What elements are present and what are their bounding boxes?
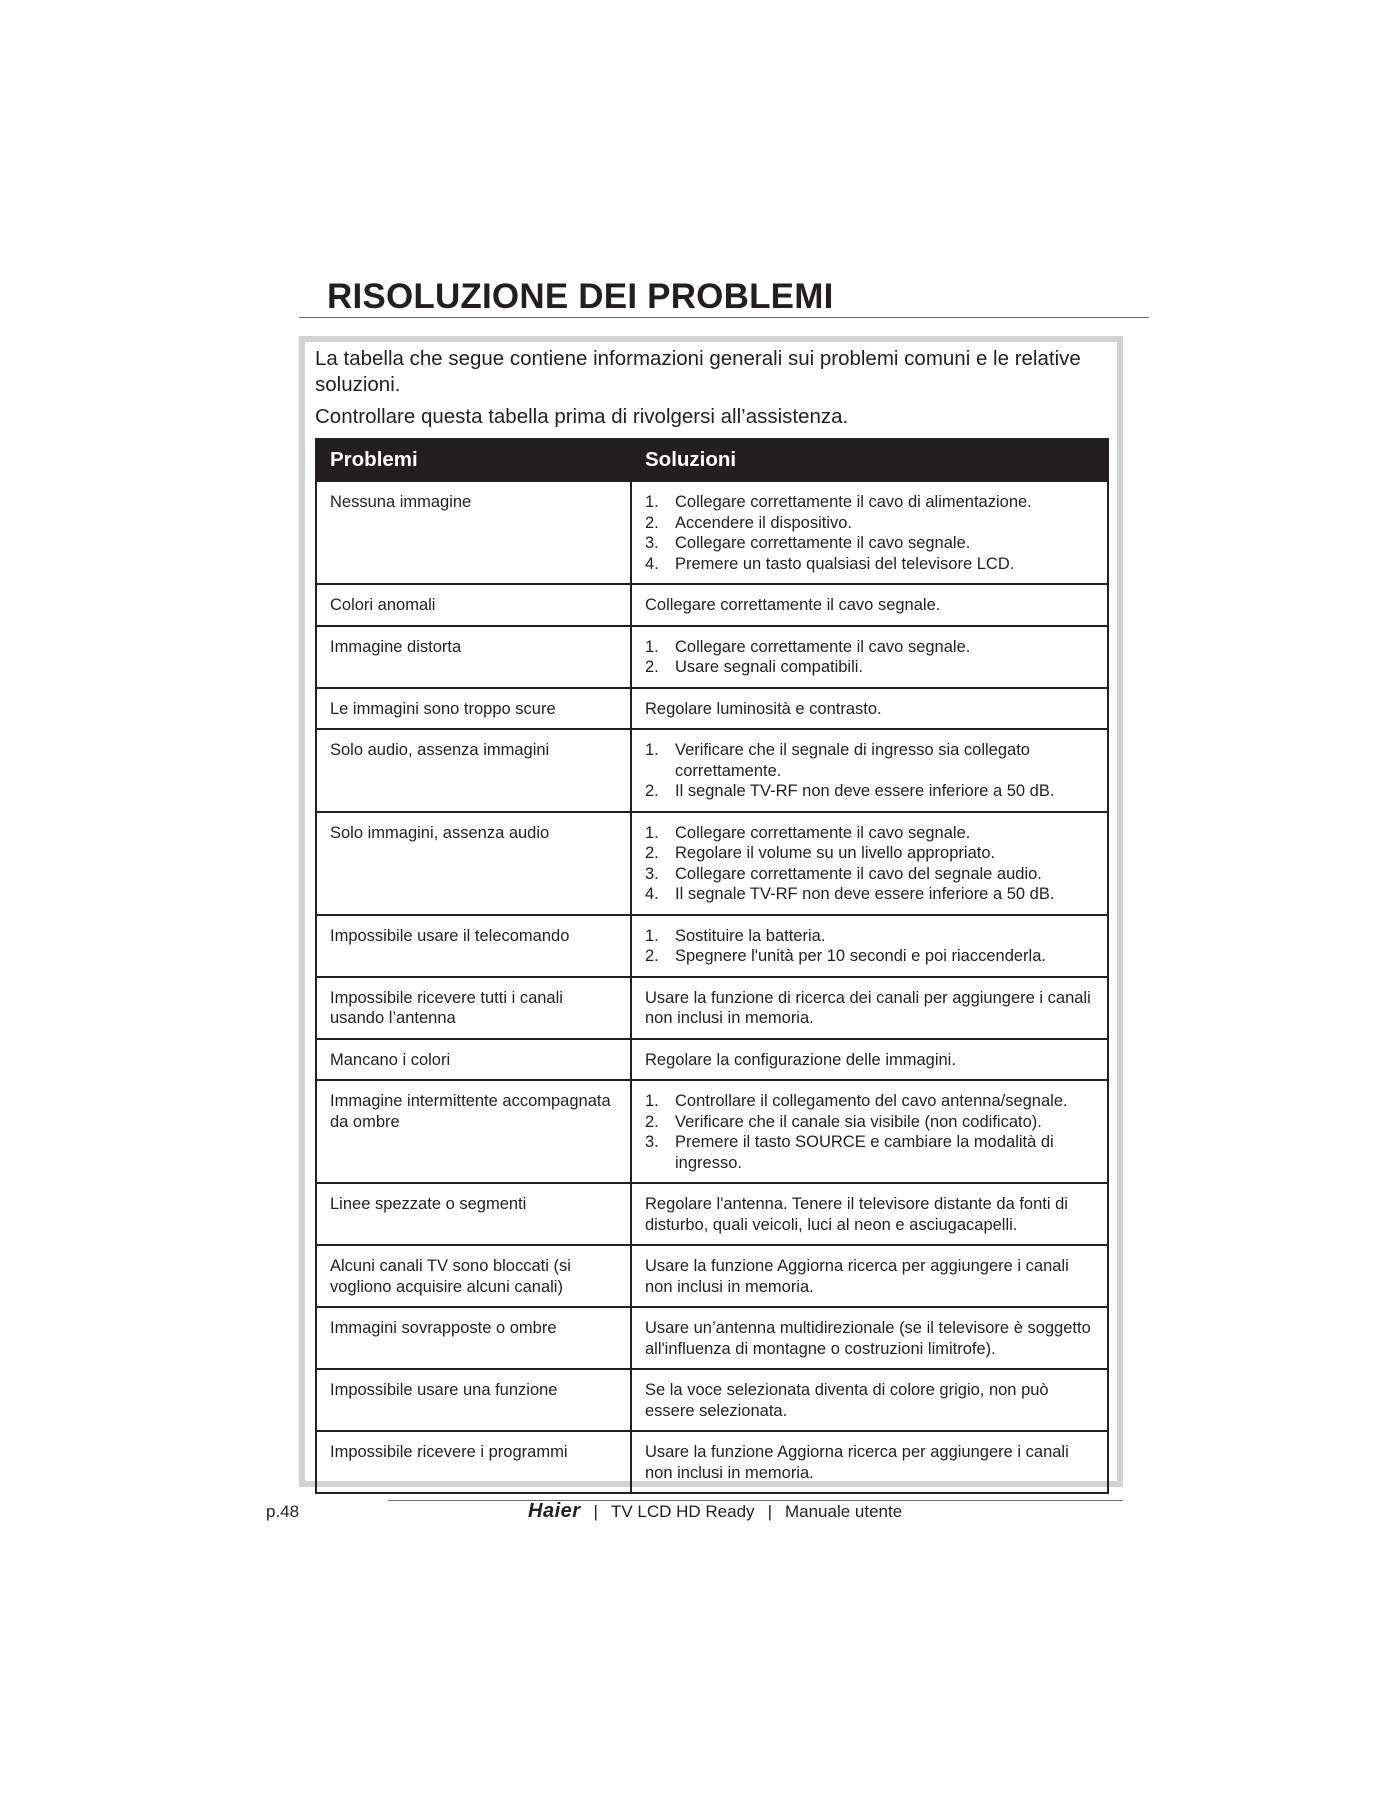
- problem-cell: Solo audio, assenza immagini: [316, 729, 631, 812]
- step-number: 3.: [645, 1133, 659, 1151]
- problem-cell: Linee spezzate o segmenti: [316, 1183, 631, 1245]
- footer-document: Manuale utente: [784, 1502, 903, 1521]
- solution-step: [645, 946, 1094, 967]
- table-row: [316, 1431, 1108, 1493]
- solution-text: Regolare l'antenna. Tenere il televisore distante da fonti di disturbo, quali veicoli, luci al neon e asciugacapelli.: [645, 1195, 1068, 1234]
- solution-step: [645, 740, 1094, 781]
- solution-step: [645, 781, 1094, 802]
- solution-step: [645, 926, 1094, 947]
- problem-cell: Impossibile usare una funzione: [316, 1369, 631, 1431]
- solution-step: [645, 823, 1094, 844]
- step-number: 1.: [645, 493, 659, 511]
- table-row: [316, 729, 1108, 812]
- solution-step: [645, 1091, 1094, 1112]
- step-text: Accendere il dispositivo.: [675, 513, 853, 532]
- solution-steps: [645, 926, 1094, 967]
- solution-text: Se la voce selezionata diventa di colore grigio, non può essere selezionata.: [645, 1381, 1049, 1420]
- solution-step: [645, 554, 1094, 575]
- troubleshooting-table-wrapper: [315, 438, 1109, 1494]
- solution-step: [645, 864, 1094, 885]
- step-text: Collegare correttamente il cavo segnale.: [675, 823, 971, 842]
- brand-logo: Haier: [528, 1500, 581, 1522]
- solution-step: [645, 884, 1094, 905]
- solution-steps: [645, 740, 1094, 802]
- intro-text: La tabella che segue contiene informazioni generali sui problemi comuni e le relative soluzioni.: [315, 347, 1081, 396]
- step-text: Collegare correttamente il cavo del segnale audio.: [675, 864, 1042, 883]
- solution-step: [645, 513, 1094, 534]
- solution-step: [645, 637, 1094, 658]
- step-text: Collegare correttamente il cavo segnale.: [675, 637, 971, 656]
- step-number: 2.: [645, 947, 659, 965]
- solution-step: [645, 1112, 1094, 1133]
- step-number: 2.: [645, 782, 659, 800]
- solution-cell: [631, 1245, 1108, 1307]
- step-number: 3.: [645, 534, 659, 552]
- page-title: RISOLUZIONE DEI PROBLEMI: [327, 277, 834, 316]
- solution-cell: [631, 1431, 1108, 1493]
- step-number: 1.: [645, 637, 659, 656]
- solution-cell: [631, 1183, 1108, 1245]
- troubleshooting-table: [315, 438, 1109, 1494]
- step-text: Il segnale TV-RF non deve essere inferiore a 50 dB.: [675, 782, 1055, 800]
- step-number: 1.: [645, 823, 659, 842]
- step-text: Il segnale TV-RF non deve essere inferiore a 50 dB.: [675, 885, 1055, 903]
- solution-step: [645, 657, 1094, 678]
- problem-cell: Impossibile ricevere tutti i canali usando l’antenna: [316, 977, 631, 1039]
- problem-cell: Impossibile usare il telecomando: [316, 915, 631, 977]
- step-text: Sostituire la batteria.: [675, 926, 826, 945]
- table-row: [316, 584, 1108, 626]
- solution-text: Usare la funzione Aggiorna ricerca per aggiungere i canali non inclusi in memoria.: [645, 1443, 1069, 1482]
- solution-steps: [645, 1091, 1094, 1173]
- table-header-row: [316, 439, 1108, 481]
- step-text: Usare segnali compatibili.: [675, 658, 864, 676]
- step-text: Verificare che il segnale di ingresso sia collegato correttamente.: [675, 741, 1030, 780]
- problem-cell: Alcuni canali TV sono bloccati (si vogliono acquisire alcuni canali): [316, 1245, 631, 1307]
- solution-steps: [645, 637, 1094, 678]
- solution-cell: [631, 626, 1108, 688]
- problem-cell: Colori anomali: [316, 584, 631, 626]
- step-text: Regolare il volume su un livello appropriato.: [675, 844, 996, 862]
- table-row: [316, 1307, 1108, 1369]
- header-solutions: Soluzioni: [631, 439, 1108, 481]
- step-text: Premere il tasto SOURCE e cambiare la modalità di ingresso.: [675, 1133, 1054, 1172]
- step-number: 1.: [645, 926, 659, 945]
- table-body: [316, 481, 1108, 1493]
- problem-cell: Mancano i colori: [316, 1039, 631, 1081]
- table-row: [316, 626, 1108, 688]
- problem-cell: Immagini sovrapposte o ombre: [316, 1307, 631, 1369]
- solution-text: Regolare luminosità e contrasto.: [645, 699, 882, 718]
- step-number: 4.: [645, 885, 659, 903]
- solution-cell: [631, 915, 1108, 977]
- table-row: [316, 977, 1108, 1039]
- title-divider: [299, 317, 1149, 318]
- solution-cell: [631, 977, 1108, 1039]
- problem-cell: Immagine intermittente accompagnata da ombre: [316, 1080, 631, 1183]
- table-row: [316, 481, 1108, 584]
- solution-steps: [645, 492, 1094, 574]
- step-number: 2.: [645, 1112, 659, 1131]
- solution-cell: [631, 1039, 1108, 1081]
- footer-product: TV LCD HD Ready: [610, 1502, 755, 1521]
- step-text: Premere un tasto qualsiasi del televisore LCD.: [675, 554, 1015, 573]
- header-problems: Problemi: [316, 439, 631, 481]
- table-row: [316, 915, 1108, 977]
- step-number: 1.: [645, 741, 659, 759]
- solution-text: Collegare correttamente il cavo segnale.: [645, 596, 941, 614]
- step-number: 2.: [645, 658, 659, 676]
- table-row: [316, 1245, 1108, 1307]
- solution-cell: [631, 688, 1108, 730]
- step-text: Collegare correttamente il cavo di alimentazione.: [675, 493, 1032, 511]
- solution-step: [645, 1132, 1094, 1173]
- table-row: [316, 1369, 1108, 1431]
- step-text: Controllare il collegamento del cavo antenna/segnale.: [675, 1092, 1068, 1110]
- step-number: 2.: [645, 513, 659, 532]
- table-row: [316, 1080, 1108, 1183]
- page-number: p.48: [266, 1502, 300, 1521]
- solution-step: [645, 533, 1094, 554]
- solution-cell: [631, 729, 1108, 812]
- solution-cell: [631, 812, 1108, 915]
- solution-cell: [631, 1080, 1108, 1183]
- solution-text: Usare la funzione Aggiorna ricerca per aggiungere i canali non inclusi in memoria.: [645, 1257, 1069, 1296]
- table-row: [316, 1183, 1108, 1245]
- step-number: 2.: [645, 844, 659, 862]
- step-text: Verificare che il canale sia visibile (non codificato).: [675, 1112, 1042, 1131]
- solution-step: [645, 492, 1094, 513]
- solution-cell: [631, 584, 1108, 626]
- footer-separator: |: [593, 1502, 598, 1521]
- footer-info: [528, 1500, 902, 1523]
- intro-note: Controllare questa tabella prima di rivolgersi all’assistenza.: [315, 405, 849, 428]
- table-row: [316, 1039, 1108, 1081]
- step-text: Spegnere l'unità per 10 secondi e poi riaccenderla.: [675, 947, 1046, 965]
- step-number: 1.: [645, 1092, 659, 1110]
- solution-steps: [645, 823, 1094, 905]
- problem-cell: Solo immagini, assenza audio: [316, 812, 631, 915]
- table-row: [316, 688, 1108, 730]
- problem-cell: Nessuna immagine: [316, 481, 631, 584]
- problem-cell: Immagine distorta: [316, 626, 631, 688]
- step-number: 3.: [645, 864, 659, 883]
- solution-text: Usare un’antenna multidirezionale (se il televisore è soggetto all'influenza di montagne o costruzioni limitrofe).: [645, 1319, 1091, 1358]
- problem-cell: Le immagini sono troppo scure: [316, 688, 631, 730]
- table-row: [316, 812, 1108, 915]
- step-text: Collegare correttamente il cavo segnale.: [675, 534, 971, 552]
- solution-step: [645, 843, 1094, 864]
- solution-text: Regolare la configurazione delle immagini.: [645, 1050, 956, 1069]
- solution-cell: [631, 481, 1108, 584]
- solution-text: Usare la funzione di ricerca dei canali per aggiungere i canali non inclusi in memoria.: [645, 988, 1091, 1027]
- step-number: 4.: [645, 554, 659, 573]
- solution-cell: [631, 1369, 1108, 1431]
- footer-separator: |: [767, 1502, 772, 1521]
- solution-cell: [631, 1307, 1108, 1369]
- problem-cell: Impossibile ricevere i programmi: [316, 1431, 631, 1493]
